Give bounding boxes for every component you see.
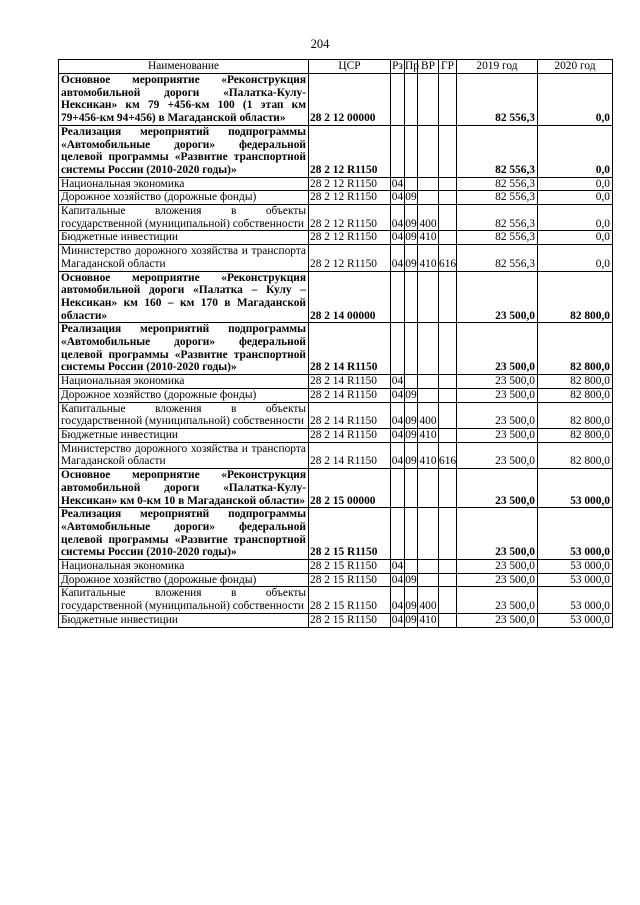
row-pr: 09 <box>405 205 418 231</box>
row-rz: 04 <box>391 428 404 441</box>
row-amount-2020: 53 000,0 <box>538 613 613 627</box>
table-row <box>59 587 613 613</box>
row-vr <box>418 508 439 560</box>
row-rz: 04 <box>391 245 405 271</box>
row-rz: 04 <box>391 442 405 468</box>
row-vr <box>418 323 439 375</box>
row-amount-2019: 82 556,3 <box>457 74 538 126</box>
table-row <box>59 560 613 574</box>
row-rz: 04 <box>391 205 405 231</box>
row-amount-2019: 23 500,0 <box>457 560 538 574</box>
row-amount-2019: 82 556,3 <box>457 191 538 205</box>
row-amount-2019: 82 556,3 <box>457 231 538 245</box>
row-pr: 09 <box>405 245 418 271</box>
table-row <box>59 125 613 177</box>
row-vr <box>418 469 439 508</box>
row-csr: 28 2 15 00000 <box>309 469 391 508</box>
row-name: Бюджетные инвестиции <box>59 428 309 442</box>
row-rz: 04 <box>391 573 404 586</box>
row-amount-2019: 23 500,0 <box>457 442 538 468</box>
header-gr: ГР <box>439 60 457 74</box>
row-amount-2019: 23 500,0 <box>457 573 538 587</box>
row-csr: 28 2 12 R1150 <box>309 177 391 191</box>
row-rz: 04 <box>391 388 404 401</box>
table-row <box>59 508 613 560</box>
table-row <box>59 573 613 587</box>
table-row <box>59 469 613 508</box>
table-row <box>59 177 613 191</box>
row-csr: 28 2 12 00000 <box>309 74 391 126</box>
table-row <box>59 442 613 468</box>
row-amount-2020: 0,0 <box>538 125 613 177</box>
row-gr: 616 <box>439 245 457 271</box>
row-amount-2019: 23 500,0 <box>457 323 538 375</box>
row-csr: 28 2 15 R1150 <box>309 560 391 574</box>
row-pr: 09 <box>405 388 417 401</box>
row-pr: 09 <box>405 428 417 441</box>
row-rz: 04 <box>391 231 404 244</box>
row-csr: 28 2 12 R1150 <box>309 245 391 271</box>
table-row <box>59 375 613 389</box>
row-amount-2019: 23 500,0 <box>457 388 538 402</box>
row-pr: 09 <box>405 191 417 204</box>
row-amount-2020: 0,0 <box>538 177 613 191</box>
row-amount-2019: 23 500,0 <box>457 508 538 560</box>
row-rz: 04 <box>391 177 404 190</box>
row-pr: 09 <box>405 587 418 613</box>
row-pr <box>405 560 418 574</box>
row-gr <box>439 375 457 389</box>
header-vr: ВР <box>418 60 439 74</box>
row-pr: 09 <box>405 442 418 468</box>
row-csr: 28 2 12 R1150 <box>309 191 391 205</box>
row-amount-2020: 82 800,0 <box>538 442 613 468</box>
row-name: Капитальные вложения в объекты государственной (муниципальной) собственности <box>59 402 309 428</box>
row-gr: 616 <box>439 442 457 468</box>
row-csr: 28 2 15 R1150 <box>309 613 391 627</box>
row-name: Дорожное хозяйство (дорожные фонды) <box>59 191 309 205</box>
row-pr <box>405 508 418 560</box>
row-amount-2019: 23 500,0 <box>457 613 538 627</box>
header-rz: Рз <box>392 60 403 73</box>
row-name: Основное мероприятие «Реконструкция автомобильной дороги «Палатка-Кулу-Нексикан» км 79 +456-км 100 (1 этап км 79+456-км 94+456) в Магаданской области» <box>59 74 309 126</box>
row-pr <box>405 177 418 191</box>
header-csr: ЦСР <box>309 60 391 74</box>
row-vr: 410 <box>418 442 439 468</box>
row-amount-2020: 0,0 <box>538 191 613 205</box>
row-gr <box>439 323 457 375</box>
row-amount-2020: 82 800,0 <box>538 388 613 402</box>
row-gr <box>439 402 457 428</box>
row-amount-2020: 53 000,0 <box>538 573 613 587</box>
row-gr <box>439 177 457 191</box>
row-vr <box>418 573 439 587</box>
row-csr: 28 2 14 R1150 <box>309 388 391 402</box>
row-vr <box>418 177 439 191</box>
row-pr: 09 <box>405 613 417 626</box>
row-amount-2020: 53 000,0 <box>538 560 613 574</box>
row-gr <box>439 205 457 231</box>
row-csr: 28 2 14 R1150 <box>309 428 391 442</box>
header-row <box>59 60 613 74</box>
row-gr <box>439 613 457 627</box>
row-amount-2020: 82 800,0 <box>538 375 613 389</box>
row-gr <box>439 125 457 177</box>
table-row <box>59 613 613 627</box>
row-rz <box>391 74 405 126</box>
row-name: Капитальные вложения в объекты государственной (муниципальной) собственности <box>59 587 309 613</box>
row-csr: 28 2 15 R1150 <box>309 573 391 587</box>
row-csr: 28 2 15 R1150 <box>309 587 391 613</box>
row-name: Бюджетные инвестиции <box>59 231 309 245</box>
row-csr: 28 2 12 R1150 <box>309 205 391 231</box>
row-vr: 410 <box>418 245 439 271</box>
row-vr <box>418 388 439 402</box>
row-rz <box>391 323 405 375</box>
row-amount-2019: 23 500,0 <box>457 271 538 323</box>
table-row <box>59 388 613 402</box>
table-row <box>59 323 613 375</box>
row-pr <box>405 125 418 177</box>
row-csr: 28 2 12 R1150 <box>309 125 391 177</box>
row-gr <box>439 191 457 205</box>
row-csr: 28 2 12 R1150 <box>309 231 391 245</box>
row-name: Дорожное хозяйство (дорожные фонды) <box>59 388 309 402</box>
row-pr <box>405 271 418 323</box>
row-amount-2020: 0,0 <box>538 74 613 126</box>
row-vr <box>418 74 439 126</box>
page-number: 204 <box>310 37 330 51</box>
row-pr: 09 <box>405 231 417 244</box>
row-gr <box>439 587 457 613</box>
row-name: Министерство дорожного хозяйства и транспорта Магаданской области <box>59 442 309 468</box>
header-name: Наименование <box>59 60 309 74</box>
row-rz <box>391 271 405 323</box>
row-csr: 28 2 15 R1150 <box>309 508 391 560</box>
row-gr <box>439 231 457 245</box>
row-vr: 410 <box>419 613 437 626</box>
row-rz: 04 <box>391 191 404 204</box>
row-amount-2020: 82 800,0 <box>538 402 613 428</box>
row-amount-2019: 82 556,3 <box>457 205 538 231</box>
row-name: Основное мероприятие «Реконструкция автомобильной дороги «Палатка-Кулу-Нексикан» км 0-км 10 в Магаданской области» <box>59 469 309 508</box>
row-vr <box>418 125 439 177</box>
row-amount-2019: 23 500,0 <box>457 428 538 442</box>
row-vr: 400 <box>418 402 439 428</box>
row-vr <box>418 560 439 574</box>
row-amount-2019: 23 500,0 <box>457 587 538 613</box>
row-gr <box>439 428 457 442</box>
row-amount-2020: 0,0 <box>538 231 613 245</box>
table-row <box>59 245 613 271</box>
row-pr: 09 <box>405 573 417 586</box>
table-row <box>59 428 613 442</box>
row-gr <box>439 388 457 402</box>
row-amount-2019: 23 500,0 <box>457 469 538 508</box>
table-row <box>59 271 613 323</box>
row-name: Реализация мероприятий подпрограммы «Автомобильные дороги» федеральной целевой программы «Развитие транспортной системы России (2010-2020 годы)» <box>59 125 309 177</box>
row-name: Бюджетные инвестиции <box>59 613 309 627</box>
row-name: Дорожное хозяйство (дорожные фонды) <box>59 573 309 587</box>
table-row <box>59 402 613 428</box>
row-rz <box>391 508 405 560</box>
row-amount-2019: 82 556,3 <box>457 125 538 177</box>
row-amount-2019: 23 500,0 <box>457 375 538 389</box>
row-rz: 04 <box>391 613 404 626</box>
row-name: Национальная экономика <box>59 560 309 574</box>
row-vr: 400 <box>418 587 439 613</box>
row-csr: 28 2 14 R1150 <box>309 323 391 375</box>
row-csr: 28 2 14 R1150 <box>309 402 391 428</box>
row-gr <box>439 271 457 323</box>
row-rz: 04 <box>391 402 405 428</box>
row-amount-2020: 53 000,0 <box>538 508 613 560</box>
row-name: Министерство дорожного хозяйства и транспорта Магаданской области <box>59 245 309 271</box>
row-amount-2019: 82 556,3 <box>457 177 538 191</box>
row-vr: 410 <box>419 428 437 441</box>
row-gr <box>439 573 457 587</box>
row-vr <box>418 375 439 389</box>
header-2019: 2019 год <box>457 60 538 74</box>
header-pr: Пр <box>405 60 419 73</box>
row-amount-2020: 82 800,0 <box>538 428 613 442</box>
row-rz: 04 <box>391 375 404 388</box>
row-name: Реализация мероприятий подпрограммы «Автомобильные дороги» федеральной целевой программы «Развитие транспортной системы России (2010-2020 годы)» <box>59 508 309 560</box>
row-rz <box>391 469 405 508</box>
row-name: Национальная экономика <box>59 177 309 191</box>
row-amount-2020: 82 800,0 <box>538 323 613 375</box>
row-rz: 04 <box>391 587 405 613</box>
header-2020: 2020 год <box>538 60 613 74</box>
row-amount-2020: 53 000,0 <box>538 469 613 508</box>
row-amount-2020: 0,0 <box>538 205 613 231</box>
row-pr <box>405 375 418 389</box>
row-amount-2020: 82 800,0 <box>538 271 613 323</box>
row-amount-2020: 53 000,0 <box>538 587 613 613</box>
row-vr: 400 <box>418 205 439 231</box>
row-rz <box>391 125 405 177</box>
row-pr: 09 <box>405 402 418 428</box>
row-amount-2019: 82 556,3 <box>457 245 538 271</box>
row-gr <box>439 560 457 574</box>
table-row <box>59 191 613 205</box>
row-gr <box>439 74 457 126</box>
row-name: Реализация мероприятий подпрограммы «Автомобильные дороги» федеральной целевой программы «Развитие транспортной системы России (2010-2020 годы)» <box>59 323 309 375</box>
row-pr <box>405 469 418 508</box>
row-name: Капитальные вложения в объекты государственной (муниципальной) собственности <box>59 205 309 231</box>
table-row <box>59 205 613 231</box>
row-csr: 28 2 14 R1150 <box>309 442 391 468</box>
row-vr: 410 <box>419 231 437 244</box>
row-gr <box>439 508 457 560</box>
row-vr <box>418 191 439 205</box>
row-amount-2019: 23 500,0 <box>457 402 538 428</box>
budget-table <box>58 59 613 628</box>
row-name: Национальная экономика <box>59 375 309 389</box>
row-name: Основное мероприятие «Реконструкция автомобильной дороги «Палатка – Кулу – Нексикан» км 160 – км 170 в Магаданской области» <box>59 271 309 323</box>
row-rz: 04 <box>391 560 404 573</box>
row-pr <box>405 74 418 126</box>
row-gr <box>439 469 457 508</box>
row-csr: 28 2 14 R1150 <box>309 375 391 389</box>
table-row <box>59 231 613 245</box>
row-amount-2020: 0,0 <box>538 245 613 271</box>
row-csr: 28 2 14 00000 <box>309 271 391 323</box>
table-row <box>59 74 613 126</box>
row-pr <box>405 323 418 375</box>
row-vr <box>418 271 439 323</box>
